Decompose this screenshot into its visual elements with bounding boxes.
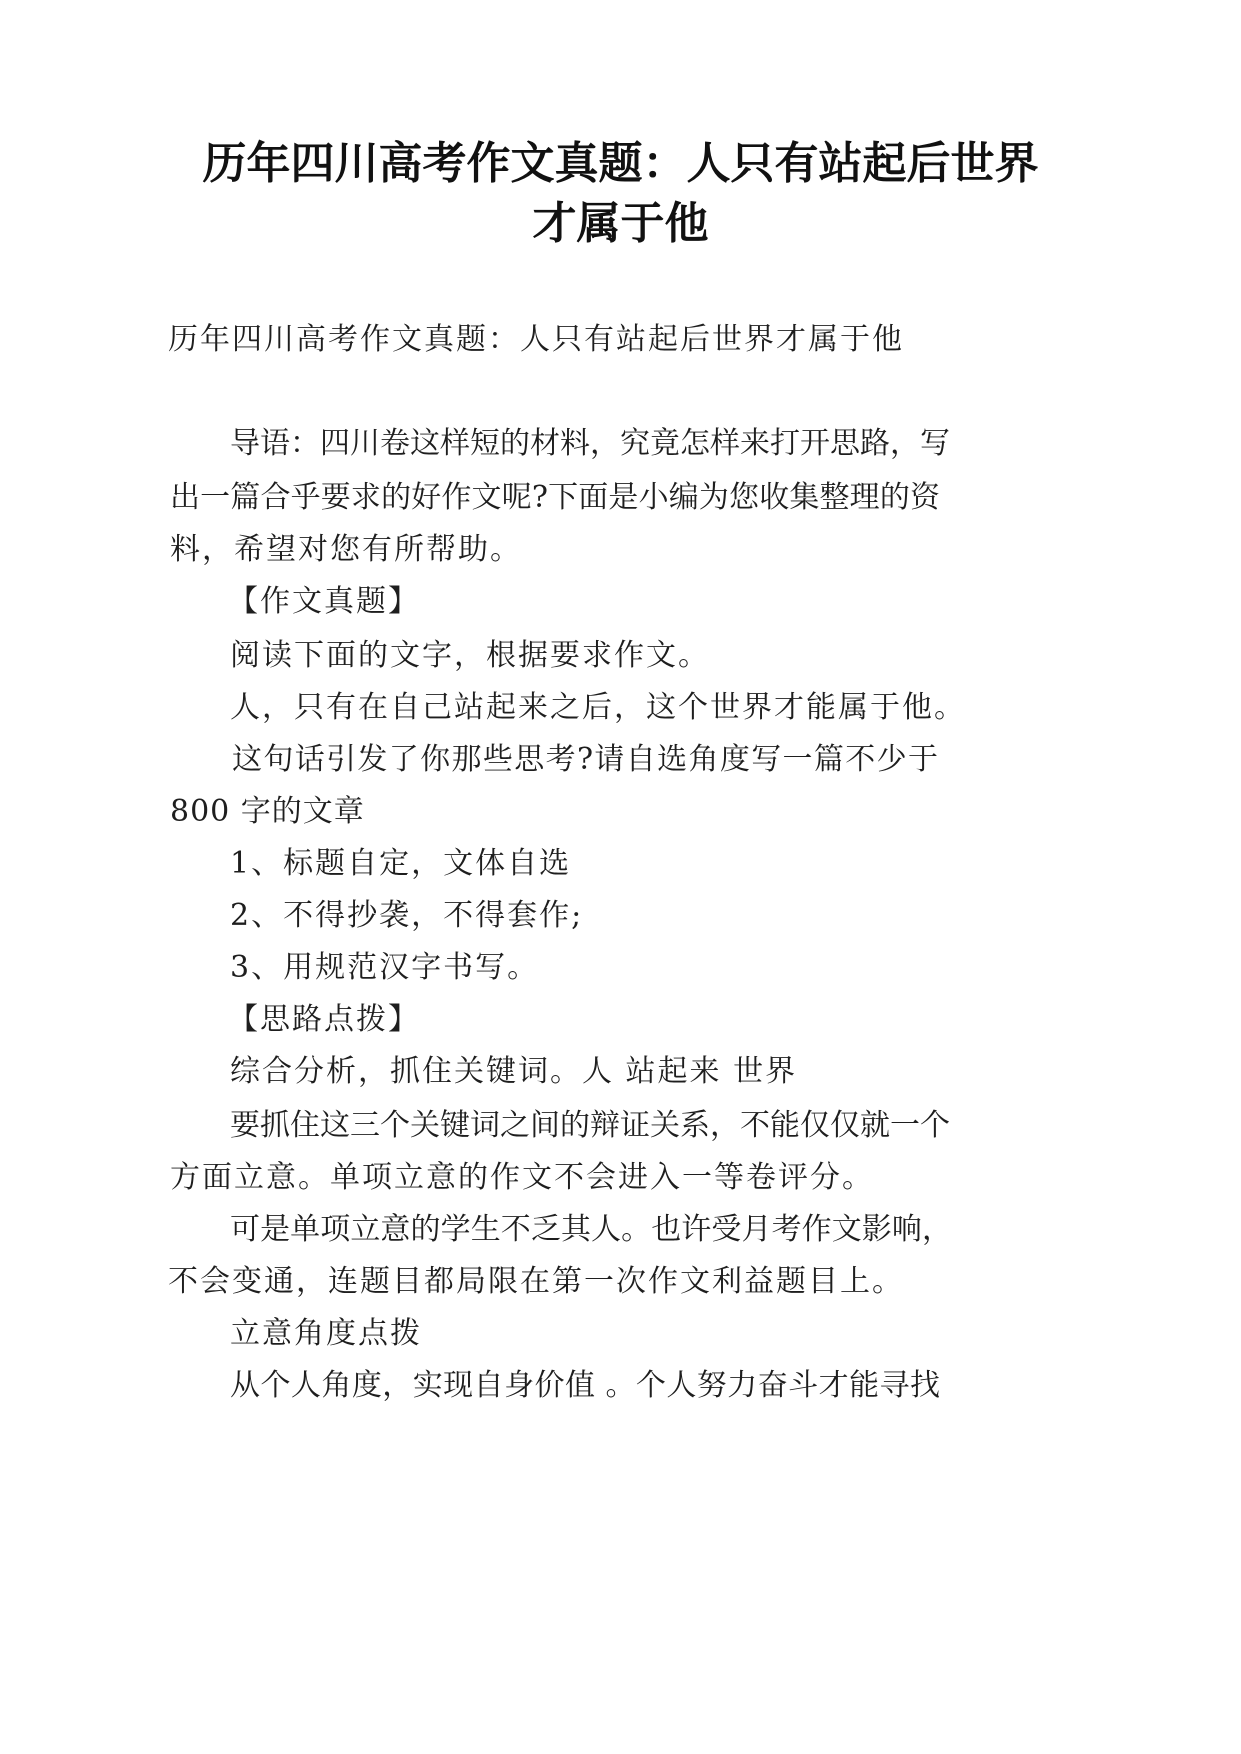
document-title-line-2: 才属于他 [532,198,709,249]
paragraph-line: 综合分析，抓住关键词。人 站起来 世界 [230,1054,798,1089]
paragraph-line: 导语：四川卷这样短的材料，究竟怎样来打开思路，写 [230,426,950,461]
paragraph-line: 人，只有在自己站起来之后，这个世界才能属于他。 [230,690,966,725]
paragraph-line: 方面立意。单项立意的作文不会进入一等卷评分。 [170,1160,874,1195]
paragraph-line: 这句话引发了你那些思考?请自选角度写一篇不少于 [232,742,938,777]
section-heading: 【思路点拨】 [228,1002,420,1037]
list-item: 2、不得抄袭，不得套作; [230,898,584,933]
paragraph-line: 800 字的文章 [170,794,365,829]
document-subtitle: 历年四川高考作文真题：人只有站起后世界才属于他 [168,322,904,357]
paragraph-line: 从个人角度，实现自身价值 。个人努力奋斗才能寻找 [230,1368,940,1403]
paragraph-line: 出一篇合乎要求的好作文呢?下面是小编为您收集整理的资 [170,480,940,515]
paragraph-line: 可是单项立意的学生不乏其人。也许受月考作文影响， [230,1212,952,1247]
list-item: 3、用规范汉字书写。 [230,950,540,985]
paragraph-line: 料，希望对您有所帮助。 [170,532,522,567]
list-item: 1、标题自定，文体自选 [230,846,572,881]
paragraph-line: 要抓住这三个关键词之间的辩证关系，不能仅仅就一个 [230,1108,950,1143]
paragraph-line: 不会变通，连题目都局限在第一次作文利益题目上。 [168,1264,904,1299]
section-heading: 【作文真题】 [228,584,420,619]
document-title-line-1: 历年四川高考作文真题：人只有站起后世界 [202,138,1039,189]
paragraph-line: 阅读下面的文字，根据要求作文。 [230,638,710,673]
section-heading: 立意角度点拨 [230,1316,422,1351]
